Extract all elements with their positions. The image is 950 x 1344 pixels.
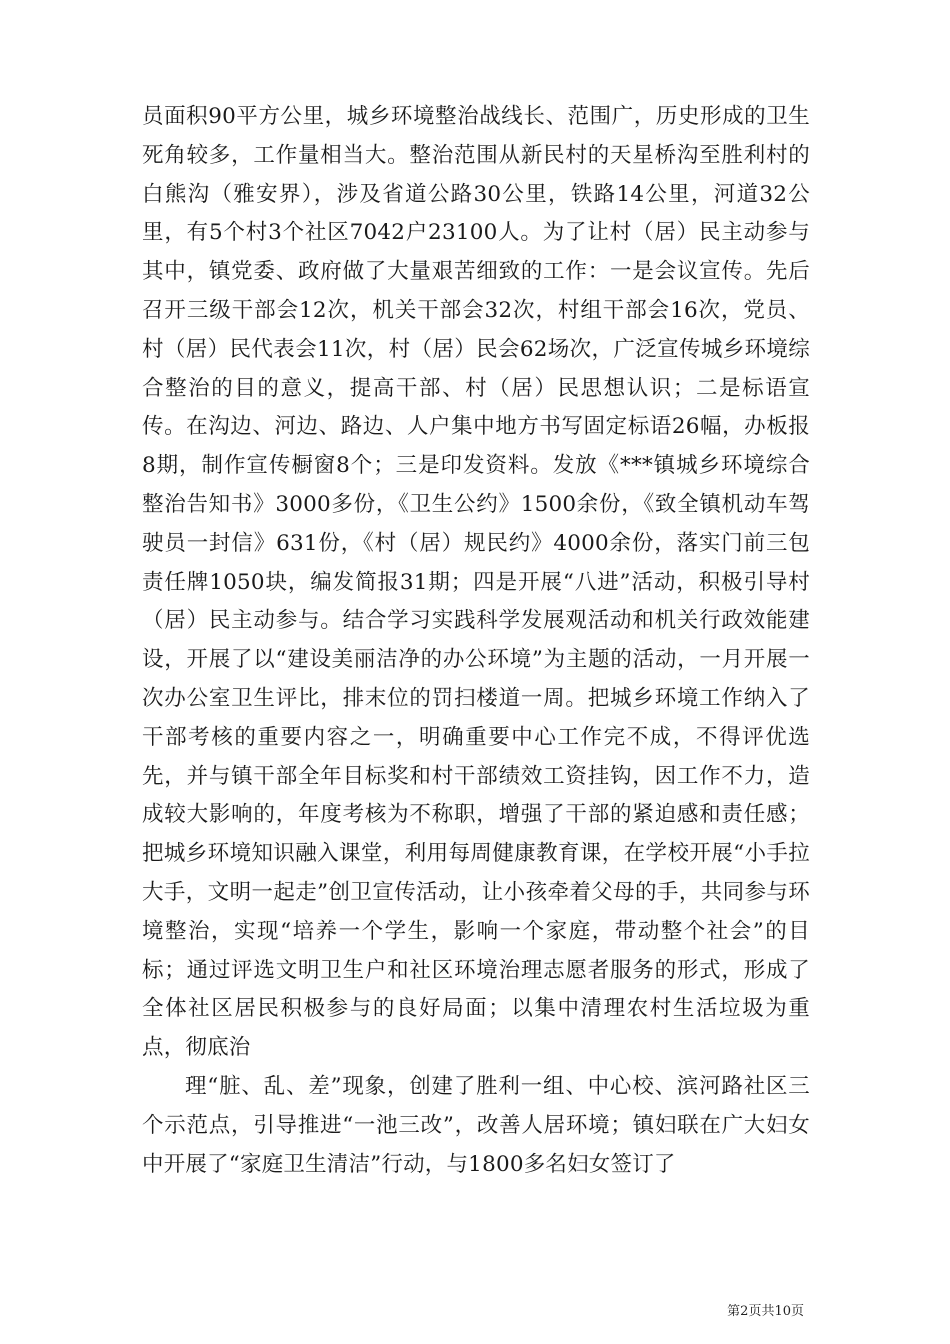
document-body	[142, 98, 810, 1184]
page-number: 第2页共10页	[727, 1304, 804, 1319]
paragraph-1: 员面积90平方公里，城乡环境整治战线长、范围广，历史形成的卫生死角较多，工作量相当大。整治范围从新民村的天星桥沟至胜利村的白熊沟（雅安界），涉及省道公路30公里，铁路14公里，河道32公里，有5个村3个社区7042户23100人。为了让村（居）民主动参与其中，镇党委、政府做了大量艰苦细致的工作：一是会议宣传。先后召开三级干部会12次，机关干部会32次，村组干部会16次，党员、村（居）民代表会11次，村（居）民会62场次，广泛宣传城乡环境综合整治的目的意义，提高干部、村（居）民思想认识；二是标语宣传。在沟边、河边、路边、人户集中地方书写固定标语26幅，办板报8期，制作宣传橱窗8个；三是印发资料。发放《***镇城乡环境综合整治告知书》3000多份，《卫生公约》1500余份，《致全镇机动车驾驶员一封信》631份，《村（居）规民约》4000余份，落实门前三包责任牌1050块，编发简报31期；四是开展“八进”活动，积极引导村（居）民主动参与。结合学习实践科学发展观活动和机关行政效能建设，开展了以“建设美丽洁净的办公环境”为主题的活动，一月开展一次办公室卫生评比，排末位的罚扫楼道一周。把城乡环境工作纳入了干部考核的重要内容之一，明确重要中心工作完不成，不得评优选先，并与镇干部全年目标奖和村干部绩效工资挂钩，因工作不力，造成较大影响的，年度考核为不称职，增强了干部的紧迫感和责任感；把城乡环境知识融入课堂，利用每周健康教育课，在学校开展“小手拉大手，文明一起走”创卫宣传活动，让小孩牵着父母的手，共同参与环境整治，实现“培养一个学生，影响一个家庭，带动整个社会”的目标；通过评选文明卫生户和社区环境治理志愿者服务的形式，形成了全体社区居民积极参与的良好局面；以集中清理农村生活垃圾为重点，彻底治	[142, 104, 810, 1061]
paragraph-2: 理“脏、乱、差”现象，创建了胜利一组、中心校、滨河路社区三个示范点，引导推进“一池三改”，改善人居环境；镇妇联在广大妇女中开展了“家庭卫生清洁”行动，与1800多名妇女签订了	[142, 1073, 810, 1177]
